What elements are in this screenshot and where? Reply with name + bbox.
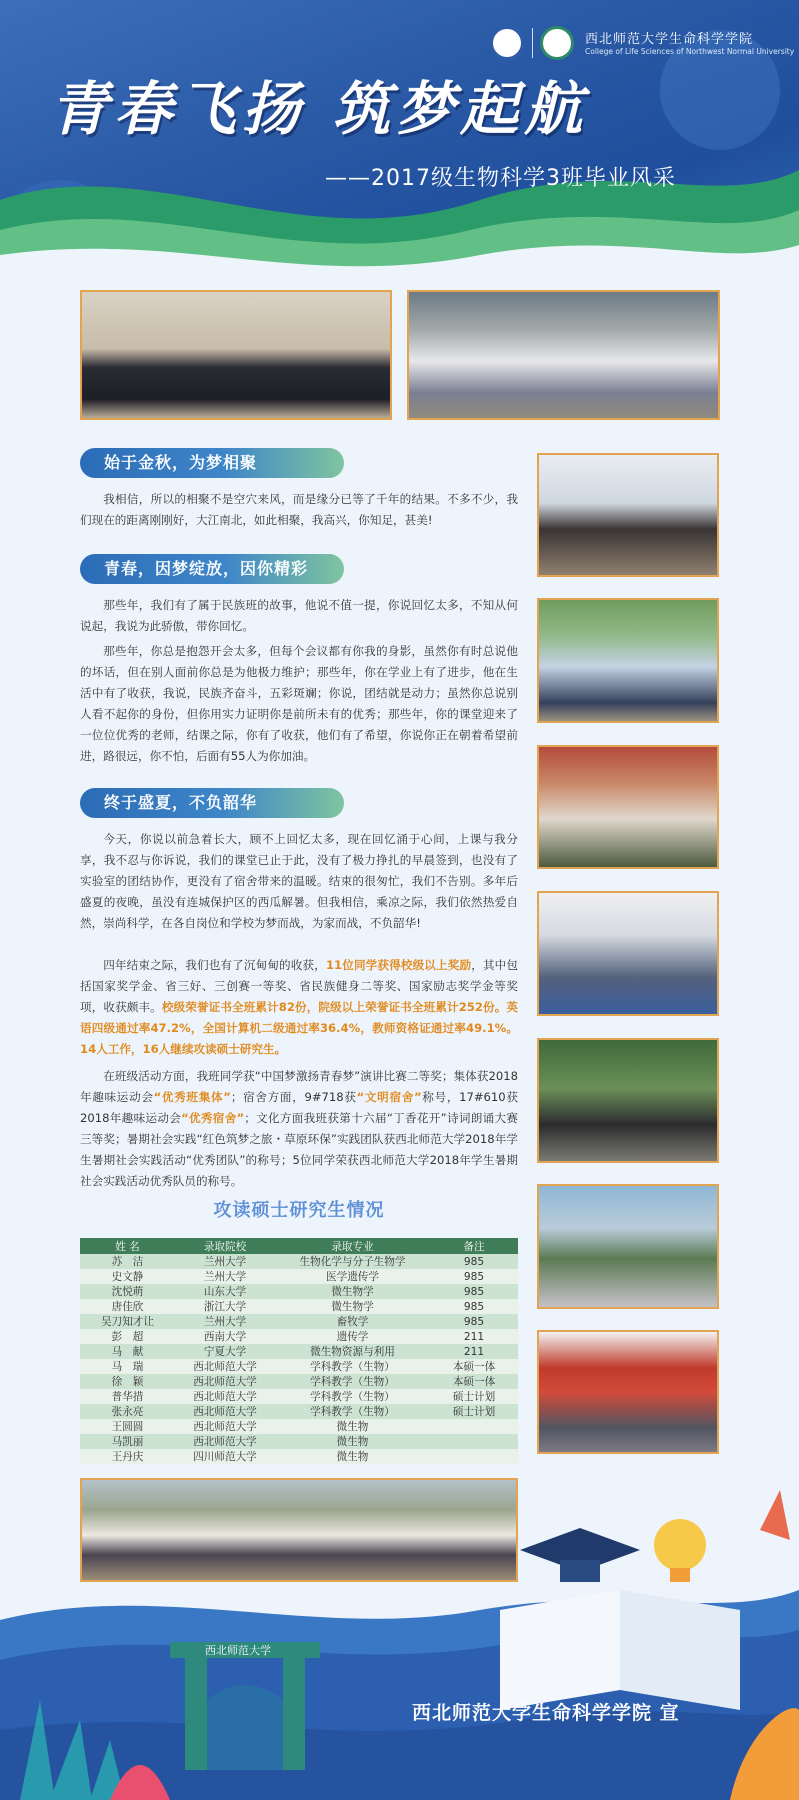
- photo-banner-event: [537, 1330, 719, 1454]
- photo-outing: [537, 1184, 719, 1309]
- cell-major: 学科教学（生物）: [275, 1374, 430, 1389]
- cell-major: 学科教学（生物）: [275, 1404, 430, 1419]
- table-row: [80, 1374, 518, 1389]
- section-3-paragraph-1: 今天，你说以前急着长大，顾不上回忆太多，现在回忆涌于心间，上课与我分享，我不忍与你诉说，我们的课堂已止于此，没有了极力挣扎的早晨签到，也没有了实验室的团结协作，更没有了宿舍带来的温暖。结束的很匆忙，我们不告别。多年后盛夏的夜晚，虽没有连城保护区的西瓜解暑。但我相信，乘凉之际，我们依然热爱自然，崇尚科学，在各自岗位和学校为梦而战，为家而战，不负韶华!: [80, 832, 518, 930]
- cell-major: 畜牧学: [275, 1314, 430, 1329]
- cell-name: 王圆圆: [80, 1419, 175, 1434]
- page-title: 青春飞扬 筑梦起航: [50, 75, 589, 143]
- cell-name: 唐佳欣: [80, 1299, 175, 1314]
- table-row: [80, 1449, 518, 1464]
- photo-group-outdoor: [537, 598, 719, 723]
- footer-decoration: [0, 1470, 799, 1800]
- cell-major: 学科教学（生物）: [275, 1359, 430, 1374]
- cell-name: 徐 颖: [80, 1374, 175, 1389]
- cell-note: 985: [430, 1314, 518, 1329]
- cell-name: 马凯丽: [80, 1434, 175, 1449]
- cell-name: 沈悦萌: [80, 1284, 175, 1299]
- cell-name: 张永亮: [80, 1404, 175, 1419]
- column-header-name: 姓 名: [80, 1238, 175, 1254]
- cell-major: 学科教学（生物）: [275, 1389, 430, 1404]
- cell-school: 西北师范大学: [175, 1374, 275, 1389]
- activities-highlight-1: “优秀班集体”: [153, 1090, 231, 1104]
- table-row: [80, 1314, 518, 1329]
- cell-name: 彭 超: [80, 1329, 175, 1344]
- cell-major: 医学遗传学: [275, 1269, 430, 1284]
- cell-note: [430, 1449, 518, 1464]
- header-banner: [0, 0, 799, 300]
- section-2-paragraph-1: 那些年，我们有了属于民族班的故事，他说不值一提，你说回忆太多，不知从何说起，我说为此骄傲，带你回忆。: [80, 598, 518, 633]
- table-row: [80, 1344, 518, 1359]
- cell-school: 西北师范大学: [175, 1389, 275, 1404]
- section-heading-2: 青春，因梦绽放，因你精彩: [80, 554, 344, 584]
- cell-note: 211: [430, 1329, 518, 1344]
- cell-note: [430, 1419, 518, 1434]
- table-row: [80, 1404, 518, 1419]
- cell-note: 985: [430, 1299, 518, 1314]
- cell-school: 西南大学: [175, 1329, 275, 1344]
- table-row: [80, 1419, 518, 1434]
- cell-major: 微生物: [275, 1449, 430, 1464]
- cell-note: 211: [430, 1344, 518, 1359]
- photo-campus-group: [537, 745, 719, 869]
- table-row: [80, 1299, 518, 1314]
- table-row: [80, 1269, 518, 1284]
- photo-sports-team: [537, 1038, 719, 1163]
- cell-note: [430, 1434, 518, 1449]
- cell-major: 遗传学: [275, 1329, 430, 1344]
- achievements-highlight-2: 校级荣誉证书全班累计82份，院级以上荣誉证书全班累计252份。英语四级通过率47.2%，全国计算机二级通过率36.4%，教师资格证通过率49.1%。14人工作，16人继续攻读硕士研究生。: [80, 1000, 518, 1056]
- column-header-major: 录取专业: [275, 1238, 430, 1254]
- table-row: [80, 1254, 518, 1269]
- cell-school: 宁夏大学: [175, 1344, 275, 1359]
- cell-note: 985: [430, 1284, 518, 1299]
- cell-school: 浙江大学: [175, 1299, 275, 1314]
- table-title: 攻读硕士研究生情况: [213, 1200, 385, 1221]
- section-heading-1: 始于金秋，为梦相聚: [80, 448, 344, 478]
- table-row: [80, 1434, 518, 1449]
- section-2-paragraph-2: 那些年，你总是抱怨开会太多，但每个会议都有你我的身影，虽然你有时总说他的坏话，但在别人面前你总是为他极力维护；那些年，你在学业上有了进步，他在生活中有了收获，我说，民族齐奋斗，五彩斑斓；你说，团结就是动力；虽然你总说别人看不起你的身份，但你用实力证明你是前所未有的优秀；那些年，你的课堂迎来了一位位优秀的老师，结课之际，你有了收获，他们有了希望，你说你正在朝着希望前进，路很远，你不怕，后面有55人为你加油。: [80, 644, 518, 763]
- cell-note: 硕士计划: [430, 1404, 518, 1419]
- graduate-admission-table: [80, 1238, 518, 1464]
- cell-school: 西北师范大学: [175, 1434, 275, 1449]
- cell-school: 山东大学: [175, 1284, 275, 1299]
- table-body: [80, 1254, 518, 1464]
- activities-text-2: ；宿舍方面，9#718获: [230, 1090, 357, 1104]
- section-3-activities: [80, 1066, 518, 1192]
- cell-note: 985: [430, 1254, 518, 1269]
- activities-text-3: 称号，17#610获2018年趣味运动会: [80, 1090, 518, 1125]
- university-emblem-icon: [490, 26, 524, 60]
- cell-name: 吴刀知才让: [80, 1314, 175, 1329]
- table-row: [80, 1284, 518, 1299]
- section-1-paragraph: 我相信，所以的相聚不是空穴来风，而是缘分已等了千年的结果。不多不少，我们现在的距离刚刚好，大江南北，如此相聚，我高兴，你知足，甚美!: [80, 492, 518, 527]
- photo-classroom: [537, 453, 719, 577]
- cell-school: 西北师范大学: [175, 1404, 275, 1419]
- column-header-school: 录取院校: [175, 1238, 275, 1254]
- logo-divider: [532, 28, 533, 58]
- cell-note: 985: [430, 1269, 518, 1284]
- cell-school: 西北师范大学: [175, 1359, 275, 1374]
- column-header-note: 备注: [430, 1238, 518, 1254]
- cell-major: 微生物学: [275, 1284, 430, 1299]
- activities-text-4: ；文化方面我班获第十六届“丁香花开”诗词朗诵大赛三等奖；暑期社会实践“红色筑梦之旅・草原环保”实践团队获西北师范大学2018年学生暑期社会实践活动“优秀团队”的称号；5位同学荣获西北师范大学2018年学生暑期社会实践活动优秀队员的称号。: [80, 1111, 518, 1188]
- achievements-lead: 四年结束之际，我们也有了沉甸甸的收获，: [103, 958, 326, 972]
- activities-highlight-2: “文明宿舍”: [356, 1090, 422, 1104]
- table-row: [80, 1359, 518, 1374]
- table-header-row: [80, 1238, 518, 1254]
- college-emblem-icon: [540, 26, 574, 60]
- cell-name: 史文静: [80, 1269, 175, 1284]
- achievements-middle: ，其中包括国家奖学金、省三好、三创赛一等奖、省民族健身二等奖、国家励志奖学金等奖项，收获颇丰。: [80, 958, 518, 1014]
- college-name-en: College of Life Sciences of Northwest Normal University: [585, 47, 795, 56]
- cell-name: 苏 洁: [80, 1254, 175, 1269]
- cell-major: 微生物资源与利用: [275, 1344, 430, 1359]
- cell-name: 马 献: [80, 1344, 175, 1359]
- cell-school: 西北师范大学: [175, 1419, 275, 1434]
- cell-note: 本硕一体: [430, 1359, 518, 1374]
- cell-name: 普华措: [80, 1389, 175, 1404]
- graduation-cap-icon: [520, 1528, 640, 1582]
- table-row: [80, 1329, 518, 1344]
- cell-major: 微生物: [275, 1419, 430, 1434]
- cell-school: 兰州大学: [175, 1314, 275, 1329]
- cell-major: 微生物学: [275, 1299, 430, 1314]
- lightbulb-icon: [654, 1519, 706, 1582]
- cell-major: 微生物: [275, 1434, 430, 1449]
- gate-label: 西北师范大学: [205, 1644, 271, 1657]
- cell-school: 兰州大学: [175, 1254, 275, 1269]
- college-name-cn: 西北师范大学生命科学学院: [585, 32, 754, 47]
- photo-graduation-gowns: [80, 290, 392, 420]
- activities-highlight-3: “优秀宿舍”: [181, 1111, 245, 1125]
- cell-note: 硕士计划: [430, 1389, 518, 1404]
- achievements-highlight-1: 11位同学获得校级以上奖励: [325, 958, 472, 972]
- activities-text-1: 在班级活动方面，我班同学获“中国梦激扬青春梦”演讲比赛二等奖；集体获2018年趣味运动会: [80, 1069, 518, 1104]
- table-row: [80, 1389, 518, 1404]
- cell-name: 马 瑞: [80, 1359, 175, 1374]
- section-3-achievements: [80, 955, 518, 1060]
- photo-lecture-hall: [537, 891, 719, 1016]
- footer-credit: 西北师范大学生命科学学院 宣: [412, 1702, 680, 1724]
- cell-note: 本硕一体: [430, 1374, 518, 1389]
- page-subtitle: ——2017级生物科学3班毕业风采: [325, 166, 676, 191]
- cell-school: 四川师范大学: [175, 1449, 275, 1464]
- cell-school: 兰州大学: [175, 1269, 275, 1284]
- cell-major: 生物化学与分子生物学: [275, 1254, 430, 1269]
- cell-name: 王丹庆: [80, 1449, 175, 1464]
- photo-class-uniforms: [407, 290, 720, 420]
- section-heading-3: 终于盛夏，不负韶华: [80, 788, 344, 818]
